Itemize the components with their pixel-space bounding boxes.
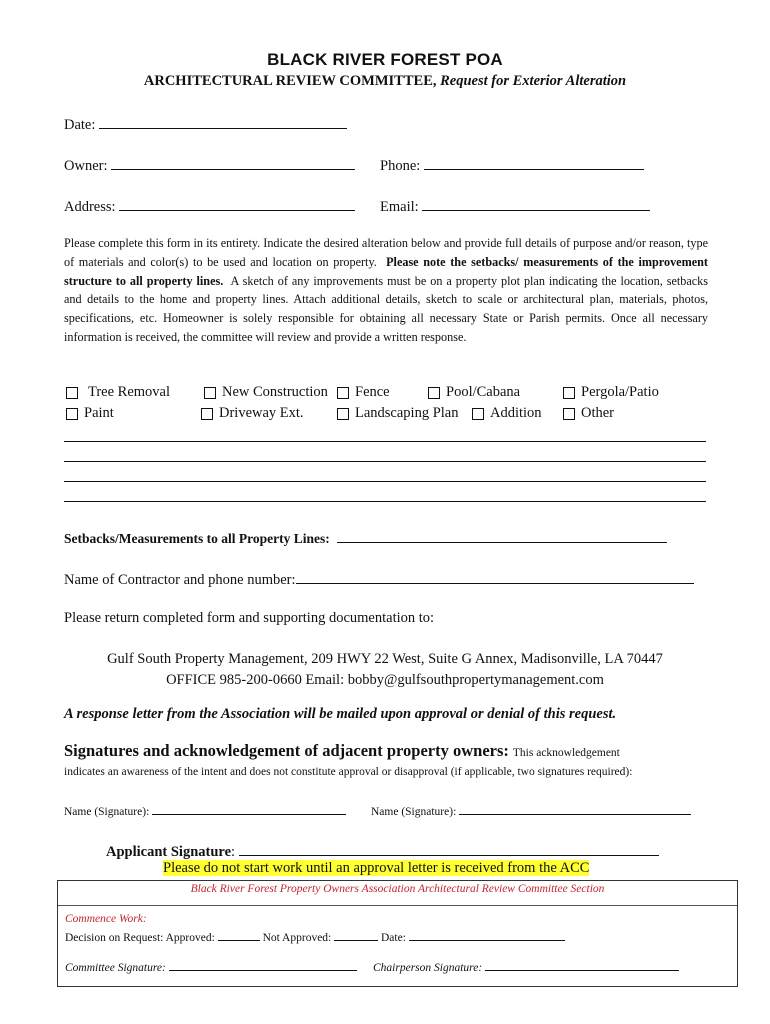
owner-label: Owner: — [64, 158, 108, 174]
date-line[interactable] — [99, 114, 347, 129]
start-work-warning — [163, 860, 589, 877]
option-addition[interactable]: Addition — [472, 405, 542, 422]
contractor-line[interactable] — [296, 569, 694, 584]
instructions-part2: A sketch of any improvements must be on a property plot plan indicating the location, setbacks and details to the home and property lines. Attach additional details, sketch to scale or architectural plan, materials, photos, specifications, etc. Homeowner is solely responsible for obtaining all necessary State or Parish permits. Once all necessary information is received, the committee will review and provide a written response. — [64, 273, 709, 344]
description-line[interactable] — [64, 441, 706, 442]
office-contact: OFFICE 985-200-0660 Email: bobby@gulfsouthpropertymanagement.com — [166, 672, 604, 688]
name-signature-label: Name (Signature): — [371, 806, 457, 818]
setbacks-label: Setbacks/Measurements to all Property Lines: — [64, 531, 330, 546]
checkbox-icon[interactable] — [201, 408, 213, 420]
checkbox-icon[interactable] — [337, 387, 349, 399]
instructions-part1: Please complete this form in its entirety. Indicate the desired alteration below and provide full details of purpose and/or reason, type of materials and color(s) to be used and location on property. — [64, 236, 708, 269]
neighbor-signature-1[interactable] — [64, 803, 346, 818]
acc-divider — [58, 905, 737, 906]
acc-section — [57, 880, 738, 987]
option-driveway-ext[interactable]: Driveway Ext. — [201, 405, 304, 422]
contractor-field[interactable] — [64, 569, 694, 589]
checkbox-icon[interactable] — [563, 387, 575, 399]
checkbox-icon[interactable] — [472, 408, 484, 420]
setbacks-field[interactable] — [64, 528, 667, 547]
form-title: BLACK RIVER FOREST POA — [267, 50, 503, 69]
checkbox-icon[interactable] — [66, 387, 78, 399]
decision-date-line[interactable] — [409, 929, 565, 941]
chairperson-signature-label: Chairperson Signature: — [373, 962, 483, 974]
email-line[interactable] — [422, 196, 650, 211]
neighbor-signature-line[interactable] — [459, 803, 691, 815]
checkbox-icon[interactable] — [428, 387, 440, 399]
phone-field[interactable] — [380, 155, 644, 175]
approved-label: Approved: — [165, 932, 215, 944]
phone-line[interactable] — [424, 155, 644, 170]
applicant-signature-field[interactable]: Applicant Signature: — [106, 841, 659, 861]
commence-work-label: Commence Work: — [65, 913, 147, 925]
checkbox-icon[interactable] — [204, 387, 216, 399]
subtitle-italic: Request for Exterior Alteration — [440, 73, 627, 89]
signatures-heading-tail: This acknowledgement — [512, 747, 620, 759]
option-new-construction[interactable]: New Construction — [204, 384, 328, 401]
option-landscaping-plan[interactable]: Landscaping Plan — [337, 405, 459, 422]
acc-section-title: Black River Forest Property Owners Association Architectural Review Committee Section — [190, 883, 605, 895]
address-label: Address: — [64, 199, 116, 215]
description-line[interactable] — [64, 481, 706, 482]
signatures-note: indicates an awareness of the intent and does not constitute approval or disapproval (if applicable, two signatures required): — [64, 766, 633, 778]
date-label: Date: — [64, 117, 96, 133]
checkbox-icon[interactable] — [337, 408, 349, 420]
approved-line[interactable] — [218, 929, 260, 941]
address-field[interactable] — [64, 196, 355, 216]
neighbor-signature-2[interactable] — [371, 803, 691, 818]
not-approved-line[interactable] — [334, 929, 378, 941]
option-tree-removal[interactable]: Tree Removal — [66, 384, 170, 401]
email-field[interactable] — [380, 196, 650, 216]
owner-line[interactable] — [111, 155, 355, 170]
return-instructions: Please return completed form and supporting documentation to: — [64, 610, 435, 626]
address-line[interactable] — [119, 196, 355, 211]
decision-row — [65, 929, 565, 944]
applicant-signature-line[interactable] — [239, 841, 659, 856]
signatures-heading — [64, 741, 620, 761]
chairperson-signature-row — [373, 959, 679, 974]
chairperson-signature-line[interactable] — [485, 959, 679, 971]
not-approved-label: Not Approved: — [262, 932, 332, 944]
phone-label: Phone: — [380, 158, 421, 174]
response-note: A response letter from the Association will be mailed upon approval or denial of this request. — [64, 706, 617, 722]
warning-text: Please do not start work until an approval letter is received from the ACC — [163, 860, 590, 876]
name-signature-label: Name (Signature): — [64, 806, 150, 818]
description-line[interactable] — [64, 501, 706, 502]
applicant-signature-label: Applicant Signature — [106, 844, 232, 860]
setbacks-line[interactable] — [337, 528, 667, 543]
checkbox-icon[interactable] — [66, 408, 78, 420]
option-fence[interactable]: Fence — [337, 384, 390, 401]
instructions-bold: Please note the setbacks/ measurements of the improvement structure to all property lines. — [64, 254, 708, 288]
committee-signature-line[interactable] — [169, 959, 357, 971]
form-subtitle — [0, 73, 770, 90]
return-address: Gulf South Property Management, 209 HWY 22 West, Suite G Annex, Madisonville, LA 70447 — [107, 651, 663, 667]
subtitle-main: ARCHITECTURAL REVIEW COMMITTEE, — [143, 73, 437, 89]
neighbor-signature-line[interactable] — [152, 803, 346, 815]
option-pergola-patio[interactable]: Pergola/Patio — [563, 384, 659, 401]
checkbox-icon[interactable] — [563, 408, 575, 420]
decision-label: Decision on Request: — [65, 932, 164, 944]
decision-date-label: Date: — [381, 932, 406, 944]
option-other[interactable]: Other — [563, 405, 614, 422]
committee-signature-label: Committee Signature: — [65, 962, 166, 974]
signatures-heading-text: Signatures and acknowledgement of adjacent property owners: — [64, 741, 509, 760]
description-line[interactable] — [64, 461, 706, 462]
option-pool-cabana[interactable]: Pool/Cabana — [428, 384, 520, 401]
email-label: Email: — [380, 199, 419, 215]
date-field[interactable] — [64, 114, 347, 134]
owner-field[interactable] — [64, 155, 355, 175]
instructions-paragraph — [64, 234, 708, 347]
contractor-label: Name of Contractor and phone number: — [64, 572, 296, 588]
option-paint[interactable]: Paint — [66, 405, 114, 422]
committee-signature-row — [65, 959, 357, 974]
